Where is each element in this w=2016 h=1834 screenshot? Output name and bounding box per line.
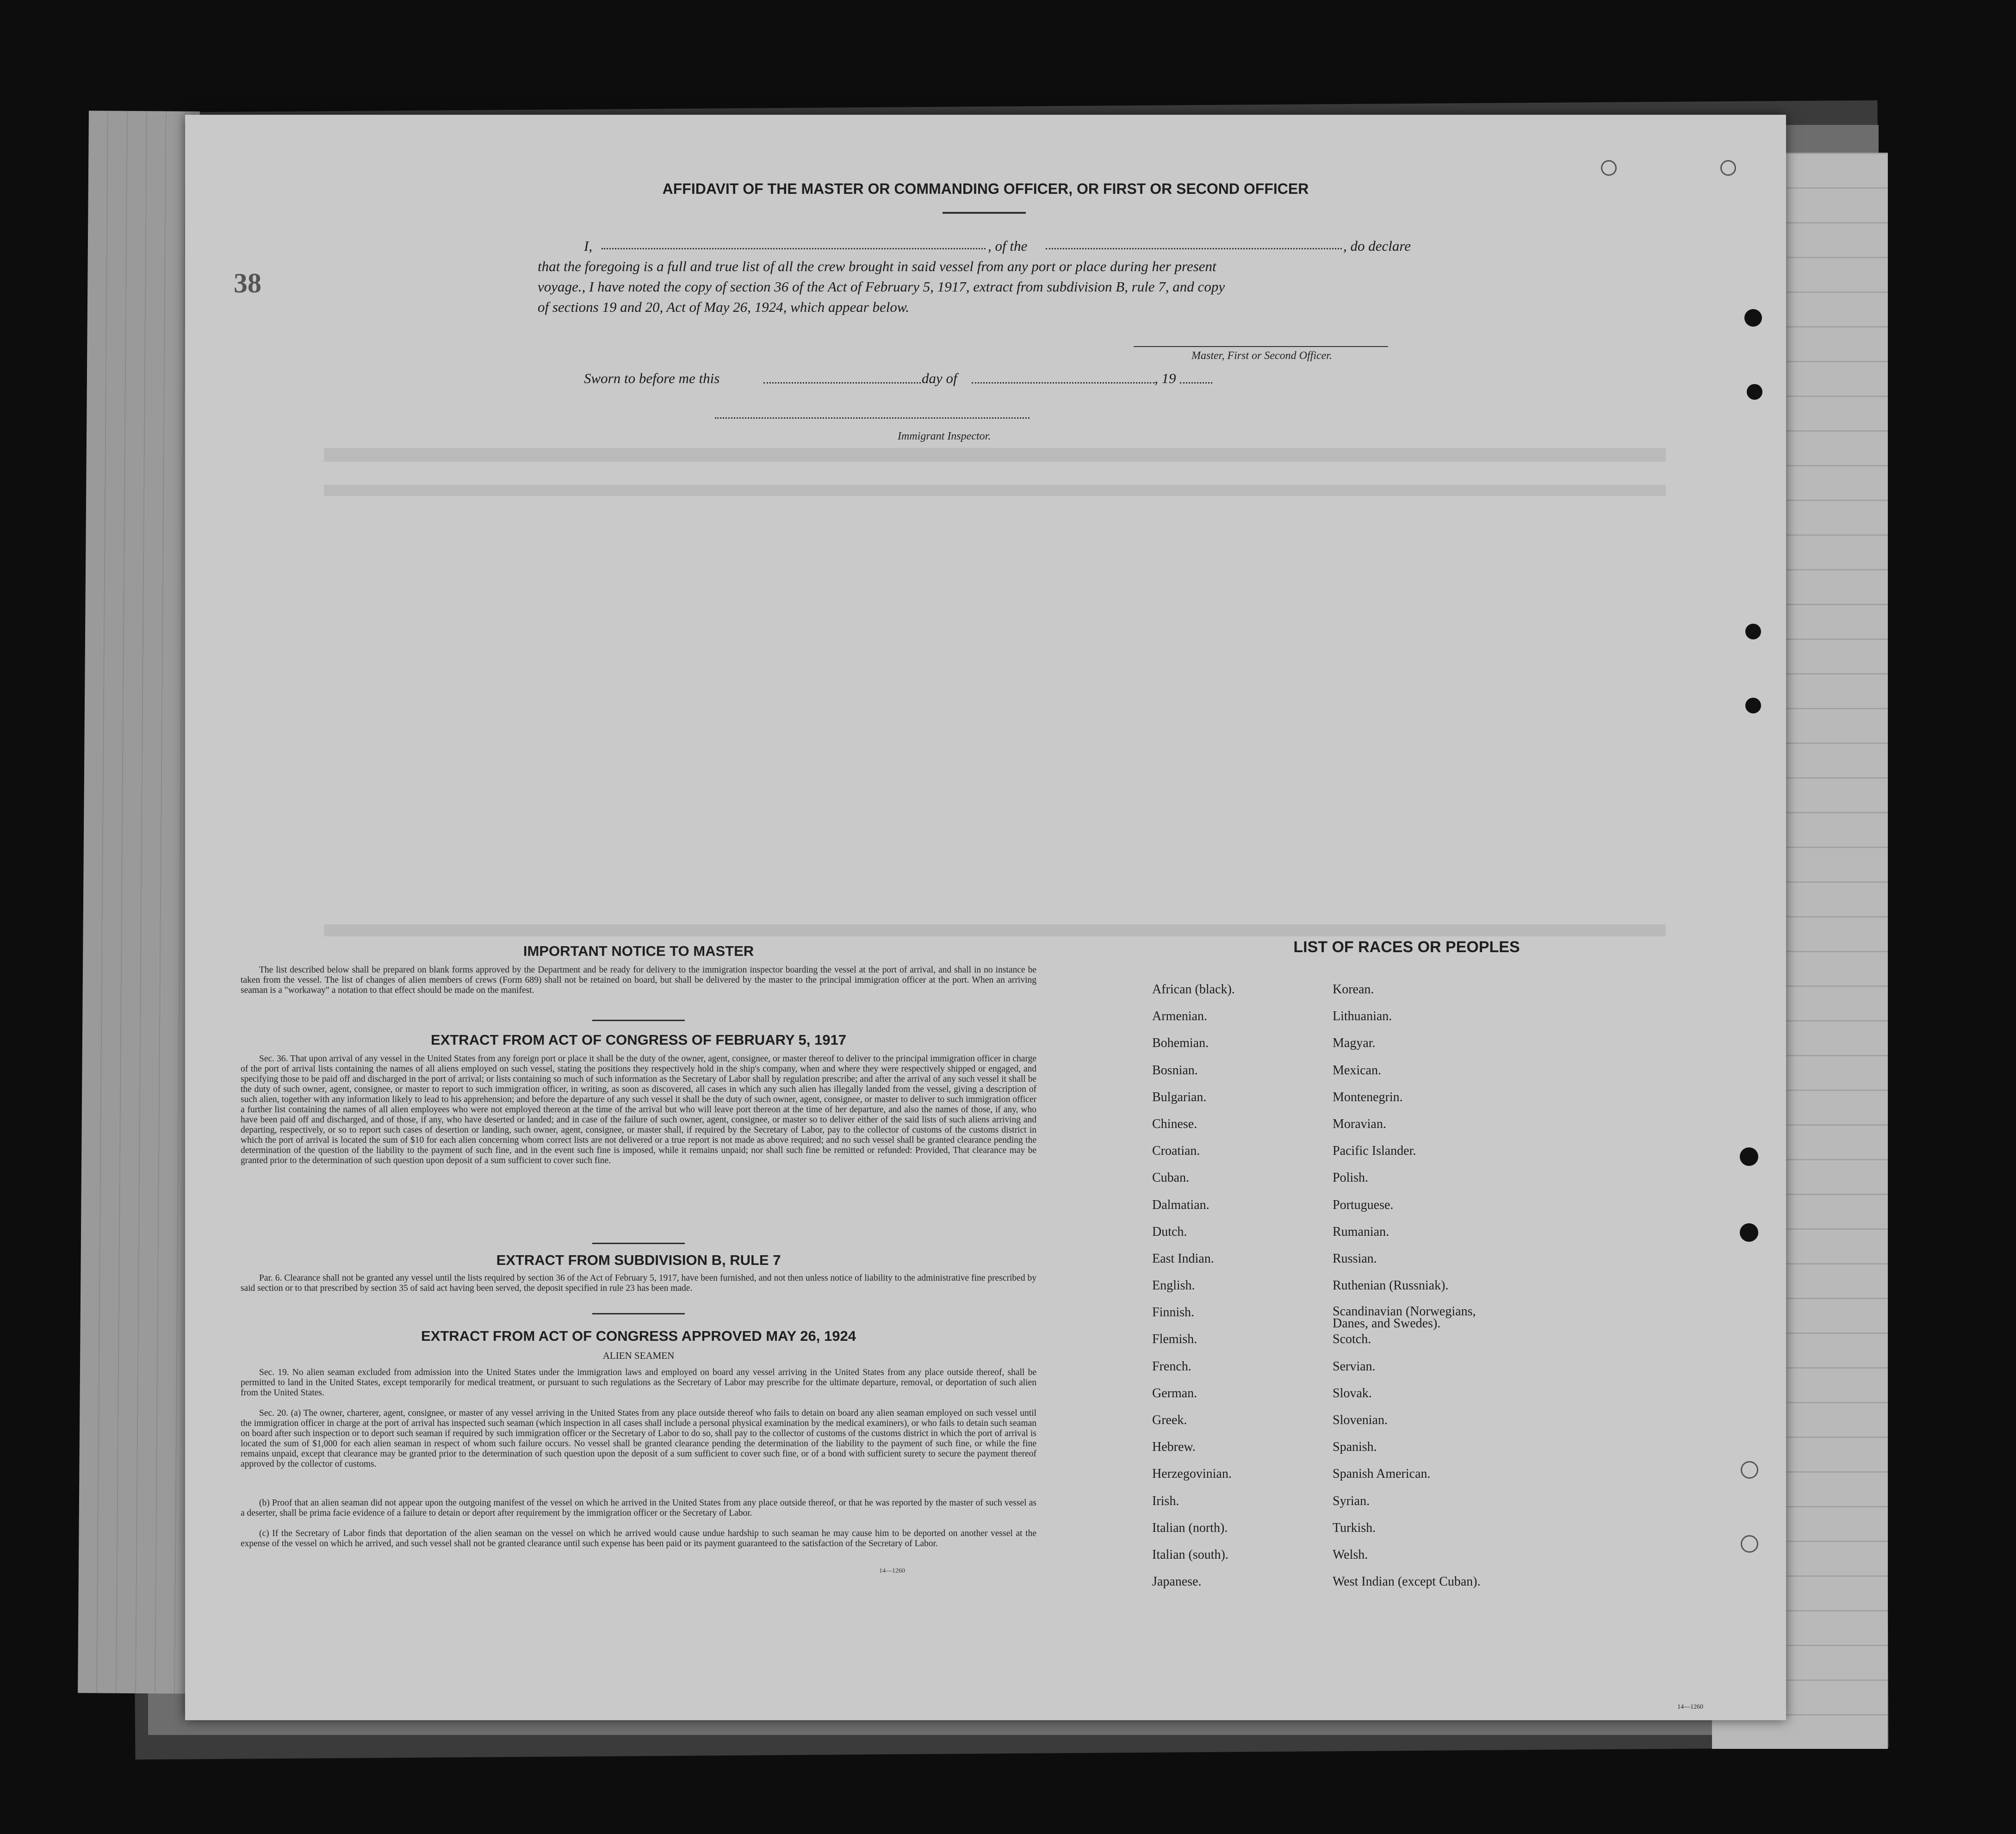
race-entry: Russian. <box>1333 1251 1377 1266</box>
race-entry: German. <box>1152 1386 1197 1400</box>
race-entry: Croatian. <box>1152 1144 1200 1159</box>
sworn-year-field[interactable] <box>1180 382 1212 384</box>
race-entry: Hebrew. <box>1152 1440 1196 1455</box>
title-rule <box>943 212 1026 214</box>
inspector-signature-caption: Immigrant Inspector. <box>898 430 991 442</box>
race-entry: Mexican. <box>1333 1063 1381 1078</box>
race-entry: Flemish. <box>1152 1332 1197 1347</box>
race-entry: Portuguese. <box>1333 1197 1394 1212</box>
section-rule <box>592 1243 685 1244</box>
race-entry: West Indian (except Cuban). <box>1333 1574 1481 1589</box>
race-entry: Turkish. <box>1333 1520 1376 1535</box>
race-entry: Moravian. <box>1333 1116 1386 1131</box>
sworn-label: Sworn to before me this <box>584 370 720 386</box>
affidavit-title: AFFIDAVIT OF THE MASTER OR COMMANDING OFFICER, OR FIRST OR SECOND OFFICER <box>662 180 1309 197</box>
alien-seamen-subtitle: ALIEN SEAMEN <box>602 1350 675 1361</box>
race-entry: English. <box>1152 1278 1195 1293</box>
master-signature-line[interactable] <box>1134 346 1388 347</box>
race-entry: Rumanian. <box>1333 1224 1389 1239</box>
race-entry: Dalmatian. <box>1152 1197 1210 1212</box>
race-entry: French. <box>1152 1359 1191 1374</box>
day-of-label: day of <box>922 370 957 386</box>
form-number: 14—1260 <box>879 1568 905 1574</box>
notice-text: The list described below shall be prepared on blank forms approved by the Department and be ready for delivery to the immigration inspector boarding the vessel at the port of arrival, and shall in no instance be taken from the vessel. The list of changes of alien members of crews (Form 689) shall not be retained on board, but shall be delivered by the master to the principal immigration officer at the port. When an arriving seaman is a "workaway" a notation to that effect should be made on the manifest. <box>241 965 1036 995</box>
back-sheet-ledger-left <box>78 111 200 1694</box>
bleed-through-row <box>324 924 1666 936</box>
punch-hole <box>1601 160 1617 176</box>
master-name-field[interactable] <box>602 248 986 249</box>
race-entry: Pacific Islander. <box>1333 1144 1416 1159</box>
punch-hole <box>1745 624 1761 639</box>
affidavit-line-3: voyage., I have noted the copy of section 36 of the Act of February 5, 1917, extract from subdivision B, rule 7, and copy <box>538 279 1225 295</box>
notice-title: IMPORTANT NOTICE TO MASTER <box>523 943 754 959</box>
race-entry: East Indian. <box>1152 1251 1214 1266</box>
race-entry: Finnish. <box>1152 1305 1195 1320</box>
race-entry: Armenian. <box>1152 1009 1207 1024</box>
punch-hole <box>1740 1223 1758 1242</box>
race-entry: Slovenian. <box>1333 1413 1388 1427</box>
sworn-month-field[interactable] <box>972 382 1154 384</box>
race-entry: Montenegrin. <box>1333 1090 1403 1104</box>
extract-1917-text: Sec. 36. That upon arrival of any vessel in the United States from any foreign port or place it shall be the duty of the owner, agent, consignee, or master thereof to deliver to the principal immigration officer in charge of the port of arrival lists containing the names of all aliens employed on such vessel, stating the positions they respectively hold in the ship's company, when and where they were respectively shipped or engaged, and specifying those to be paid off and discharged in the port of arrival; or lists containing so much of such information as the Secretary of Labor shall by regulation prescribe; and after the arrival of any such vessel it shall be the duty of such owner, agent, consignee, or master to report to such immigration officer, in writing, as soon as discovered, all cases in which any such alien has illegally landed from the vessel, giving a description of such alien, together with any information likely to lead to his apprehension; and before the departure of any such vessel it shall be the duty of such owner, agent, consignee, or master to deliver to such immigration officer a further list containing the names of all alien employees who were not employed thereon at the time of the arrival but who will leave port thereon at the time of her departure, and also the names of those, if any, who have been paid off and discharged, and of those, if any, who have deserted or landed; and in case of the failure of such owner, agent, consignee, or master so to deliver either of the said lists of such aliens arriving and departing, respectively, or so to report such cases of desertion or landing, such owner, agent, consignee, or master shall, if required by the Secretary of Labor, pay to the collector of customs of the customs district in which the port of arrival is located the sum of $10 for each alien concerning whom correct lists are not delivered or a true report is not made as above required; and no such vessel shall be granted clearance pending the determination of the question of the liability to the payment of such fine, and in the event such fine is imposed, while it remains unpaid; nor shall such fine be remitted or refunded: Provided, That clearance may be granted prior to the determination of such question upon deposit of a sum sufficient to cover such fine. <box>241 1054 1036 1165</box>
race-entry: Scandinavian (Norwegians, Danes, and Swedes). <box>1333 1304 1476 1331</box>
race-entry: Korean. <box>1333 982 1374 997</box>
races-left-column <box>1152 983 1235 1602</box>
affidavit-page <box>185 115 1786 1720</box>
race-entry: Scotch. <box>1333 1332 1371 1347</box>
race-entry: Chinese. <box>1152 1116 1197 1131</box>
race-entry: Greek. <box>1152 1413 1187 1427</box>
race-entry: Servian. <box>1333 1359 1376 1374</box>
margin-number: 38 <box>234 268 261 298</box>
punch-hole <box>1741 1535 1758 1553</box>
punch-hole <box>1741 1461 1758 1479</box>
sec20c-text: (c) If the Secretary of Labor finds that deportation of the alien seaman on the vessel on which he arrived would cause undue hardship to such seaman he may cause him to be deported on another vessel at the expense of the vessel on which he arrived, and such vessel shall not be granted clearance until such expense has been paid or its payment guaranteed to the satisfaction of the Secretary of Labor. <box>241 1529 1036 1549</box>
race-entry: Herzegovinian. <box>1152 1467 1232 1481</box>
punch-hole <box>1720 160 1736 176</box>
section-rule <box>592 1020 685 1021</box>
bleed-through-row <box>324 448 1666 462</box>
sec20a-text: Sec. 20. (a) The owner, charterer, agent, consignee, or master of any vessel arriving in the United States from any place outside thereof who fails to detain on board any alien seaman employed on such vessel until the immigration officer in charge at the port of arrival has inspected such seaman (which inspection in all cases shall include a personal physical examination by the medical examiners), or who fails to detain such seaman on board after such inspection or to deport such seaman if required by such immigration officer or the Secretary of Labor to do so, shall pay to the collector of customs of the customs district in which the port of arrival is located the sum of $1,000 for each alien seaman in respect of whom such failure occurs. No vessel shall be granted clearance pending the determination of the liability to the payment of such fine, or while the fine remains unpaid, except that clearance may be granted prior to the determination of such question upon the deposit of a sum sufficient to cover such fine, or of a bond with sufficient surety to secure the payment thereof approved by the collector of customs. <box>241 1408 1036 1469</box>
affidavit-of-label: , of the <box>988 238 1028 254</box>
race-entry: Magyar. <box>1333 1036 1376 1051</box>
race-entry: Spanish American. <box>1333 1467 1431 1481</box>
race-entry: Polish. <box>1333 1171 1369 1185</box>
bottom-form-number: 14—1260 <box>1677 1704 1703 1710</box>
race-entry: African (black). <box>1152 982 1235 997</box>
master-signature-caption: Master, First or Second Officer. <box>1191 350 1332 362</box>
extract-1924-title: EXTRACT FROM ACT OF CONGRESS APPROVED MAY 26, 1924 <box>421 1328 856 1344</box>
race-entry: Cuban. <box>1152 1171 1190 1185</box>
race-entry: Japanese. <box>1152 1574 1202 1589</box>
race-entry: Bosnian. <box>1152 1063 1198 1078</box>
affidavit-i-label: I, <box>584 238 593 254</box>
punch-hole <box>1744 309 1762 327</box>
sec20b-text: (b) Proof that an alien seaman did not appear upon the outgoing manifest of the vessel on which he arrived in the United States from any place outside thereof, or that he was reported by the master of such vessel as a deserter, shall be prima facie evidence of a failure to detain or deport after requirement by the immigration officer or the Secretary of Labor. <box>241 1498 1036 1518</box>
race-entry: Dutch. <box>1152 1224 1187 1239</box>
punch-hole <box>1745 698 1761 713</box>
extract-rule7-title: EXTRACT FROM SUBDIVISION B, RULE 7 <box>496 1252 781 1268</box>
affidavit-declare-label: , do declare <box>1343 238 1411 254</box>
race-entry: Bohemian. <box>1152 1036 1209 1051</box>
extract-rule7-text: Par. 6. Clearance shall not be granted any vessel until the lists required by section 36 of the Act of February 5, 1917, have been furnished, and not then unless notice of liability to the administrative fine prescribed by said section or to that prescribed by section 35 of said act having been served, the deposit specified in rule 23 has been made. <box>241 1273 1036 1293</box>
inspector-signature-line[interactable] <box>715 417 1030 419</box>
race-entry: Ruthenian (Russniak). <box>1333 1278 1449 1293</box>
race-entry: Welsh. <box>1333 1547 1368 1562</box>
sec19-text: Sec. 19. No alien seaman excluded from admission into the United States under the immigration laws and employed on board any vessel arriving in the United States from any place outside thereof, shall be permitted to land in the United States, except temporarily for medical treatment, or pursuant to such regulations as the Secretary of Labor may prescribe for the ultimate departure, removal, or deportation of such alien from the United States. <box>241 1368 1036 1398</box>
race-entry: Syrian. <box>1333 1493 1370 1508</box>
race-entry: Lithuanian. <box>1333 1009 1392 1024</box>
vessel-name-field[interactable] <box>1046 248 1342 249</box>
race-entry: Slovak. <box>1333 1386 1372 1400</box>
punch-hole <box>1747 384 1762 400</box>
sworn-date-field[interactable] <box>763 382 921 384</box>
affidavit-line-2: that the foregoing is a full and true list of all the crew brought in said vessel from any port or place during her present <box>538 258 1216 274</box>
punch-hole <box>1740 1147 1758 1166</box>
race-entry: Bulgarian. <box>1152 1090 1207 1104</box>
races-right-column <box>1333 983 1499 1602</box>
section-rule <box>592 1313 685 1314</box>
race-entry: Italian (north). <box>1152 1520 1228 1535</box>
race-entry: Italian (south). <box>1152 1547 1228 1562</box>
race-entry: Spanish. <box>1333 1440 1377 1455</box>
extract-1917-title: EXTRACT FROM ACT OF CONGRESS OF FEBRUARY 5, 1917 <box>431 1032 846 1048</box>
races-title: LIST OF RACES OR PEOPLES <box>1293 938 1520 956</box>
affidavit-line-4: of sections 19 and 20, Act of May 26, 1924, which appear below. <box>538 299 910 315</box>
bleed-through-row <box>324 485 1666 496</box>
race-entry: Irish. <box>1152 1493 1179 1508</box>
year-label: , 19 <box>1154 370 1176 386</box>
